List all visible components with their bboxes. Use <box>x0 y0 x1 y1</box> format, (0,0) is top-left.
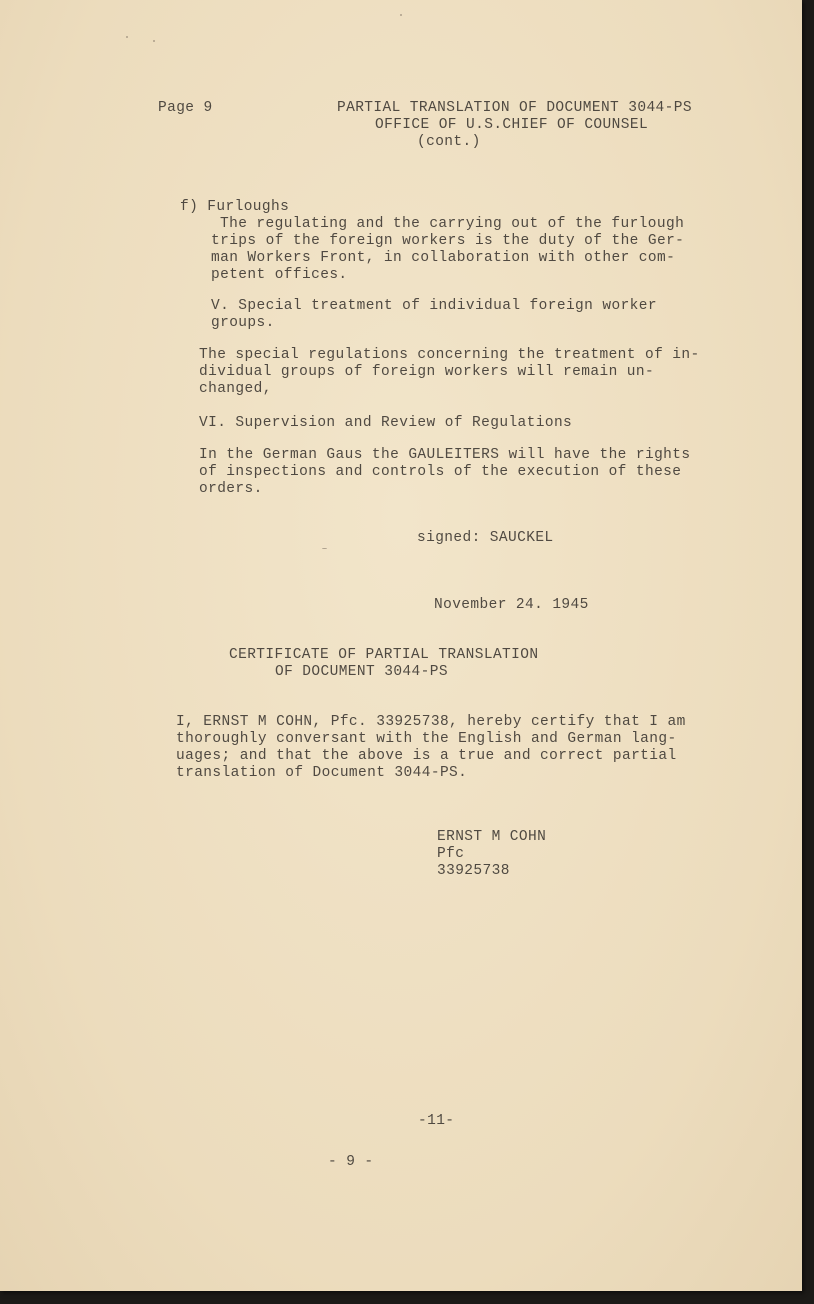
document-office: OFFICE OF U.S.CHIEF OF COUNSEL <box>375 117 649 133</box>
furloughs-line: The regulating and the carrying out of the furlough <box>220 216 685 232</box>
date-line: November 24. 1945 <box>434 597 589 613</box>
paper-speck <box>322 548 327 549</box>
gaus-line: In the German Gaus the GAULEITERS will have the rights <box>199 447 691 463</box>
signer-name: ERNST M COHN <box>437 829 547 845</box>
document-title: PARTIAL TRANSLATION OF DOCUMENT 3044-PS <box>337 100 692 116</box>
signer-number: 33925738 <box>437 863 510 879</box>
paper-speck <box>126 36 128 38</box>
special-line: dividual groups of foreign workers will remain un- <box>199 364 655 380</box>
certificate-text-line: uages; and that the above is a true and correct partial <box>176 748 677 764</box>
certificate-title: CERTIFICATE OF PARTIAL TRANSLATION <box>229 647 539 663</box>
furloughs-line: trips of the foreign workers is the duty of the Ger- <box>211 233 685 249</box>
certificate-title-cont: OF DOCUMENT 3044-PS <box>275 664 448 680</box>
furloughs-line: petent offices. <box>211 267 348 283</box>
page-number-top: -11- <box>418 1113 455 1129</box>
page-number-bottom: - 9 - <box>328 1154 374 1170</box>
section-6-heading: VI. Supervision and Review of Regulations <box>199 415 573 431</box>
gaus-line: orders. <box>199 481 263 497</box>
signer-rank: Pfc <box>437 846 465 862</box>
gaus-line: of inspections and controls of the execution of these <box>199 464 682 480</box>
certificate-text-line: thoroughly conversant with the English and German lang- <box>176 731 677 747</box>
paper-speck <box>400 14 402 16</box>
certificate-text-line: translation of Document 3044-PS. <box>176 765 468 781</box>
section-5-heading-cont: groups. <box>211 315 275 331</box>
document-cont: (cont.) <box>417 134 481 150</box>
page-label: Page 9 <box>158 100 213 116</box>
signed-line: signed: SAUCKEL <box>417 530 554 546</box>
furloughs-heading: f) Furloughs <box>180 199 290 215</box>
special-line: changed, <box>199 381 272 397</box>
furloughs-line: man Workers Front, in collaboration with other com- <box>211 250 676 266</box>
paper-speck <box>153 40 155 42</box>
section-5-heading: V. Special treatment of individual foreign worker <box>211 298 657 314</box>
certificate-text-line: I, ERNST M COHN, Pfc. 33925738, hereby certify that I am <box>176 714 686 730</box>
special-line: The special regulations concerning the treatment of in- <box>199 347 700 363</box>
